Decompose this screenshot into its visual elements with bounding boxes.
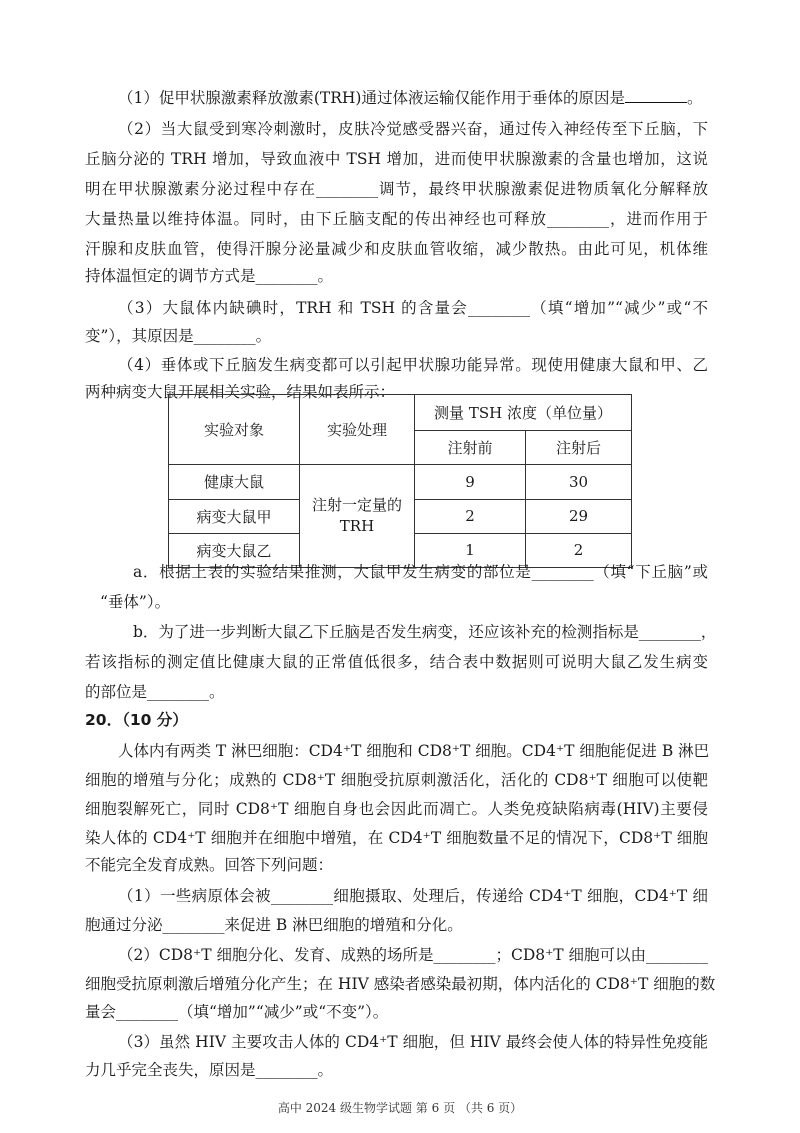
sub-b-line-3: 的部位是________。 xyxy=(85,683,225,701)
question-3-line-1: （3）大鼠体内缺碘时，TRH 和 TSH 的含量会________（填“增加”“减少”或“不 xyxy=(118,299,708,317)
question-2-line-1: （2）当大鼠受到寒冷刺激时，皮肤冷觉感受器兴奋，通过传入神经传至下丘脑，下 xyxy=(118,120,708,138)
q20-sub-1-line-2: 胞通过分泌________来促进 B 淋巴细胞的增殖和分化。 xyxy=(85,916,463,934)
sub-a-line-2: “垂体”）。 xyxy=(100,593,171,611)
q20-para-line-5: 不能完全发育成熟。回答下列问题： xyxy=(85,856,334,874)
q20-sub-1-line-1: （1）一些病原体会被________细胞摄取、处理后，传递给 CD4⁺T 细胞，CD4⁺T 细 xyxy=(118,887,708,905)
cell-after: 2 xyxy=(526,533,632,567)
sub-b-line-2: 若该指标的测定值比健康大鼠的正常值低很多，结合表中数据则可说明大鼠乙发生病变 xyxy=(85,653,708,671)
cell-subject: 病变大鼠乙 xyxy=(169,533,300,567)
header-before: 注射前 xyxy=(415,431,526,465)
question-2-line-2: 丘脑分泌的 TRH 增加，导致血液中 TSH 增加，进而使甲状腺激素的含量也增加，这说 xyxy=(85,150,708,168)
header-after: 注射后 xyxy=(526,431,632,465)
tsh-results-table xyxy=(168,394,632,568)
cell-after: 30 xyxy=(526,465,632,499)
question-2-line-3: 明在甲状腺激素分泌过程中存在________调节，最终甲状腺激素促进物质氧化分解释放 xyxy=(85,180,708,198)
cell-before: 9 xyxy=(415,465,526,499)
cell-treatment xyxy=(300,465,415,568)
cell-subject: 健康大鼠 xyxy=(169,465,300,499)
question-20-heading: 20．（10 分） xyxy=(85,711,188,729)
table-row xyxy=(169,465,632,499)
treatment-line-1: 注射一定量的 xyxy=(311,496,402,515)
cell-after: 29 xyxy=(526,499,632,533)
question-2-line-4: 大量热量以维持体温。同时，由下丘脑支配的传出神经也可释放________，进而作用于 xyxy=(85,210,708,228)
question-4-line-2: 两种病变大鼠开展相关实验，结果如表所示： xyxy=(85,383,396,401)
q20-sub-3-line-2: 力几乎完全丧失，原因是________。 xyxy=(85,1061,334,1079)
header-treatment: 实验处理 xyxy=(300,395,415,465)
question-1: （1）促甲状腺激素释放激素(TRH)通过体液运输仅能作用于垂体的原因是 。 xyxy=(118,89,703,107)
answer-blank xyxy=(625,88,687,103)
question-3-line-2: 变”），其原因是________。 xyxy=(85,327,272,345)
q20-para-line-3: 细胞裂解死亡，同时 CD8⁺T 细胞自身也会因此而凋亡。人类免疫缺陷病毒(HIV)主要侵 xyxy=(85,800,708,818)
question-2-line-5: 汗腺和皮肤血管，使得汗腺分泌量减少和皮肤血管收缩，减少散热。由此可见，机体维 xyxy=(85,240,708,258)
cell-subject: 病变大鼠甲 xyxy=(169,499,300,533)
q20-para-line-4: 染人体的 CD4⁺T 细胞并在细胞中增殖，在 CD4⁺T 细胞数量不足的情况下，CD8⁺T 细胞 xyxy=(85,829,708,847)
header-measure: 测量 TSH 浓度（单位量） xyxy=(415,395,632,431)
page-footer: 高中 2024 级生物学试题 第 6 页 （共 6 页） xyxy=(277,1101,523,1115)
cell-before: 2 xyxy=(415,499,526,533)
cell-before: 1 xyxy=(415,533,526,567)
question-4-line-1: （4）垂体或下丘脑发生病变都可以引起甲状腺功能异常。现使用健康大鼠和甲、乙 xyxy=(118,356,708,374)
sub-a-line-1: a．根据上表的实验结果推测，大鼠甲发生病变的部位是________（填“下丘脑”或 xyxy=(133,563,708,581)
q20-sub-2-line-3: 量会________（填“增加”“减少”或“不变”）。 xyxy=(85,1003,389,1021)
sub-b-line-1: b．为了进一步判断大鼠乙下丘脑是否发生病变，还应该补充的检测指标是________， xyxy=(133,623,717,641)
q20-sub-2-line-2: 细胞受抗原刺激后增殖分化产生；在 HIV 感染者感染最初期，体内活化的 CD8⁺T 细胞的数 xyxy=(85,975,716,993)
q20-para-line-2: 细胞的增殖与分化；成熟的 CD8⁺T 细胞受抗原刺激活化，活化的 CD8⁺T 细胞可以使靶 xyxy=(85,771,708,789)
header-subject: 实验对象 xyxy=(169,395,300,465)
q20-sub-3-line-1: （3）虽然 HIV 主要攻击人体的 CD4⁺T 细胞，但 HIV 最终会使人体的特异性免疫能 xyxy=(118,1033,708,1051)
question-2-line-6: 持体温恒定的调节方式是________。 xyxy=(85,267,334,285)
treatment-line-2: TRH xyxy=(339,517,375,536)
q20-sub-2-line-1: （2）CD8⁺T 细胞分化、发育、成熟的场所是________；CD8⁺T 细胞可以由________ xyxy=(118,946,709,964)
q20-para-line-1: 人体内有两类 T 淋巴细胞：CD4⁺T 细胞和 CD8⁺T 细胞。CD4⁺T 细胞能促进 B 淋巴 xyxy=(118,742,710,760)
